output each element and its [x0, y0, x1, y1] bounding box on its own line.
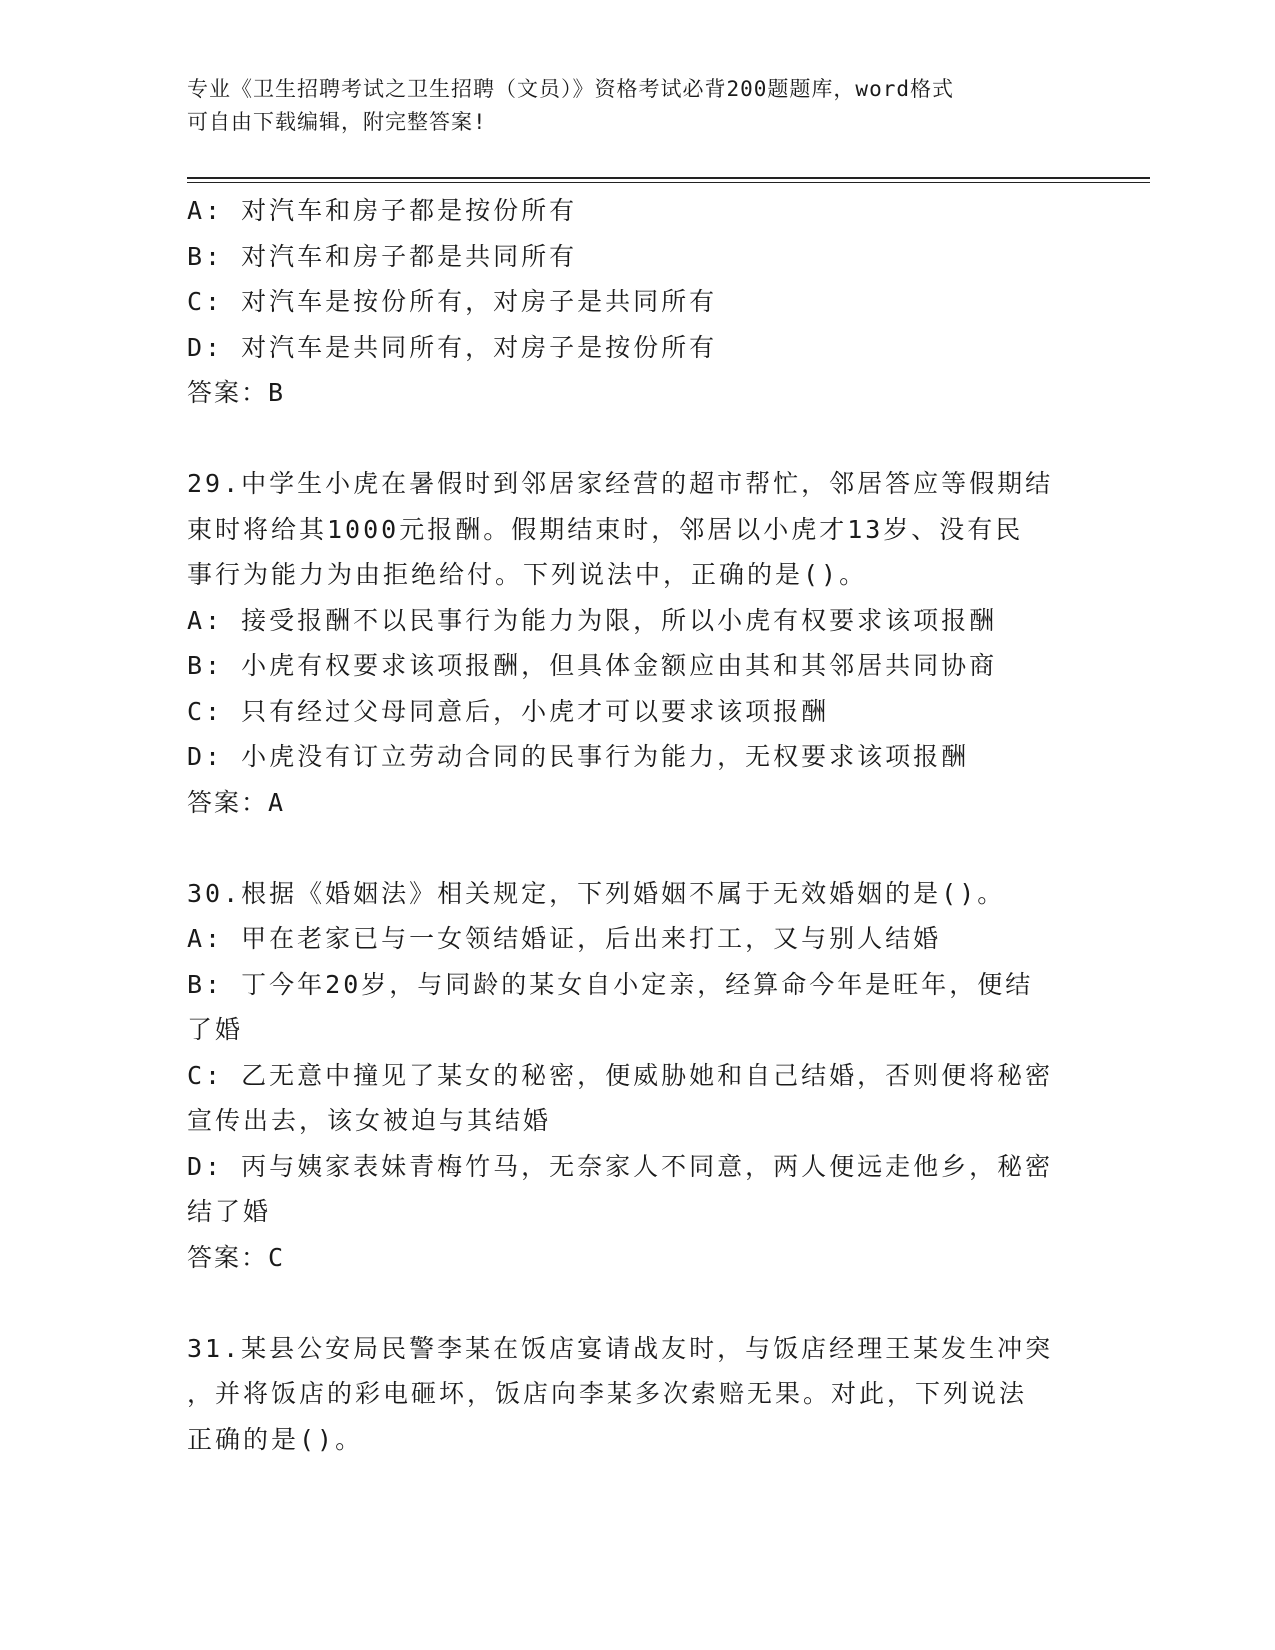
question-29 [187, 461, 1067, 825]
option-c: C: 乙无意中撞见了某女的秘密，便威胁她和自己结婚，否则便将秘密 [187, 1060, 1054, 1090]
option-a: A: 甲在老家已与一女领结婚证，后出来打工，又与别人结婚 [187, 924, 942, 953]
option-c: C: 只有经过父母同意后，小虎才可以要求该项报酬 [187, 696, 830, 726]
question-31 [187, 1326, 1067, 1463]
option-a: A: 对汽车和房子都是按份所有 [187, 196, 578, 225]
option-d: D: 小虎没有订立劳动合同的民事行为能力，无权要求该项报酬 [187, 742, 970, 771]
option-b-continued: 了婚 [187, 1015, 244, 1044]
question-stem-line: 正确的是()。 [187, 1424, 364, 1454]
option-d: D: 丙与姨家表妹青梅竹马，无奈家人不同意，两人便远走他乡，秘密 [187, 1151, 1054, 1181]
option-a: A: 接受报酬不以民事行为能力为限，所以小虎有权要求该项报酬 [187, 605, 998, 635]
option-d-continued: 结了婚 [187, 1197, 272, 1226]
option-b: B: 对汽车和房子都是共同所有 [187, 241, 578, 271]
question-stem-line: 事行为能力为由拒绝给付。下列说法中，正确的是()。 [187, 560, 868, 589]
question-stem-line: 束时将给其1000元报酬。假期结束时，邻居以小虎才13岁、没有民 [187, 514, 1024, 544]
option-c: C: 对汽车是按份所有，对房子是共同所有 [187, 287, 718, 316]
option-b: B: 小虎有权要求该项报酬，但具体金额应由其和其邻居共同协商 [187, 651, 998, 680]
answer: 答案：A [187, 787, 286, 817]
option-d: D: 对汽车是共同所有，对房子是按份所有 [187, 332, 718, 362]
question-stem-line: ，并将饭店的彩电砸坏，饭店向李某多次索赔无果。对此，下列说法 [187, 1379, 1028, 1408]
question-30 [187, 871, 1067, 1281]
spacer [187, 825, 1067, 871]
question-stem-line: 29.中学生小虎在暑假时到邻居家经营的超市帮忙，邻居答应等假期结 [187, 469, 1054, 498]
question-stem-line: 30.根据《婚姻法》相关规定，下列婚姻不属于无效婚姻的是()。 [187, 878, 1006, 908]
spacer [187, 1280, 1067, 1326]
header-line-1: 专业《卫生招聘考试之卫生招聘（文员）》资格考试必背200题题库，word格式 [187, 77, 954, 101]
question-28 [187, 188, 1067, 416]
answer: 答案：C [187, 1242, 286, 1272]
question-stem-line: 31.某县公安局民警李某在饭店宴请战友时，与饭店经理王某发生冲突 [187, 1333, 1054, 1363]
header-rule-thick [187, 177, 1150, 179]
spacer [187, 416, 1067, 462]
header-line-2: 可自由下载编辑，附完整答案! [187, 110, 487, 134]
document-body [187, 188, 1067, 1462]
option-b: B: 丁今年20岁，与同龄的某女自小定亲，经算命今年是旺年，便结 [187, 969, 1034, 999]
document-header [187, 73, 1067, 139]
answer: 答案：B [187, 378, 286, 407]
option-c-continued: 宣传出去，该女被迫与其结婚 [187, 1106, 552, 1135]
header-rule-thin [187, 182, 1150, 183]
